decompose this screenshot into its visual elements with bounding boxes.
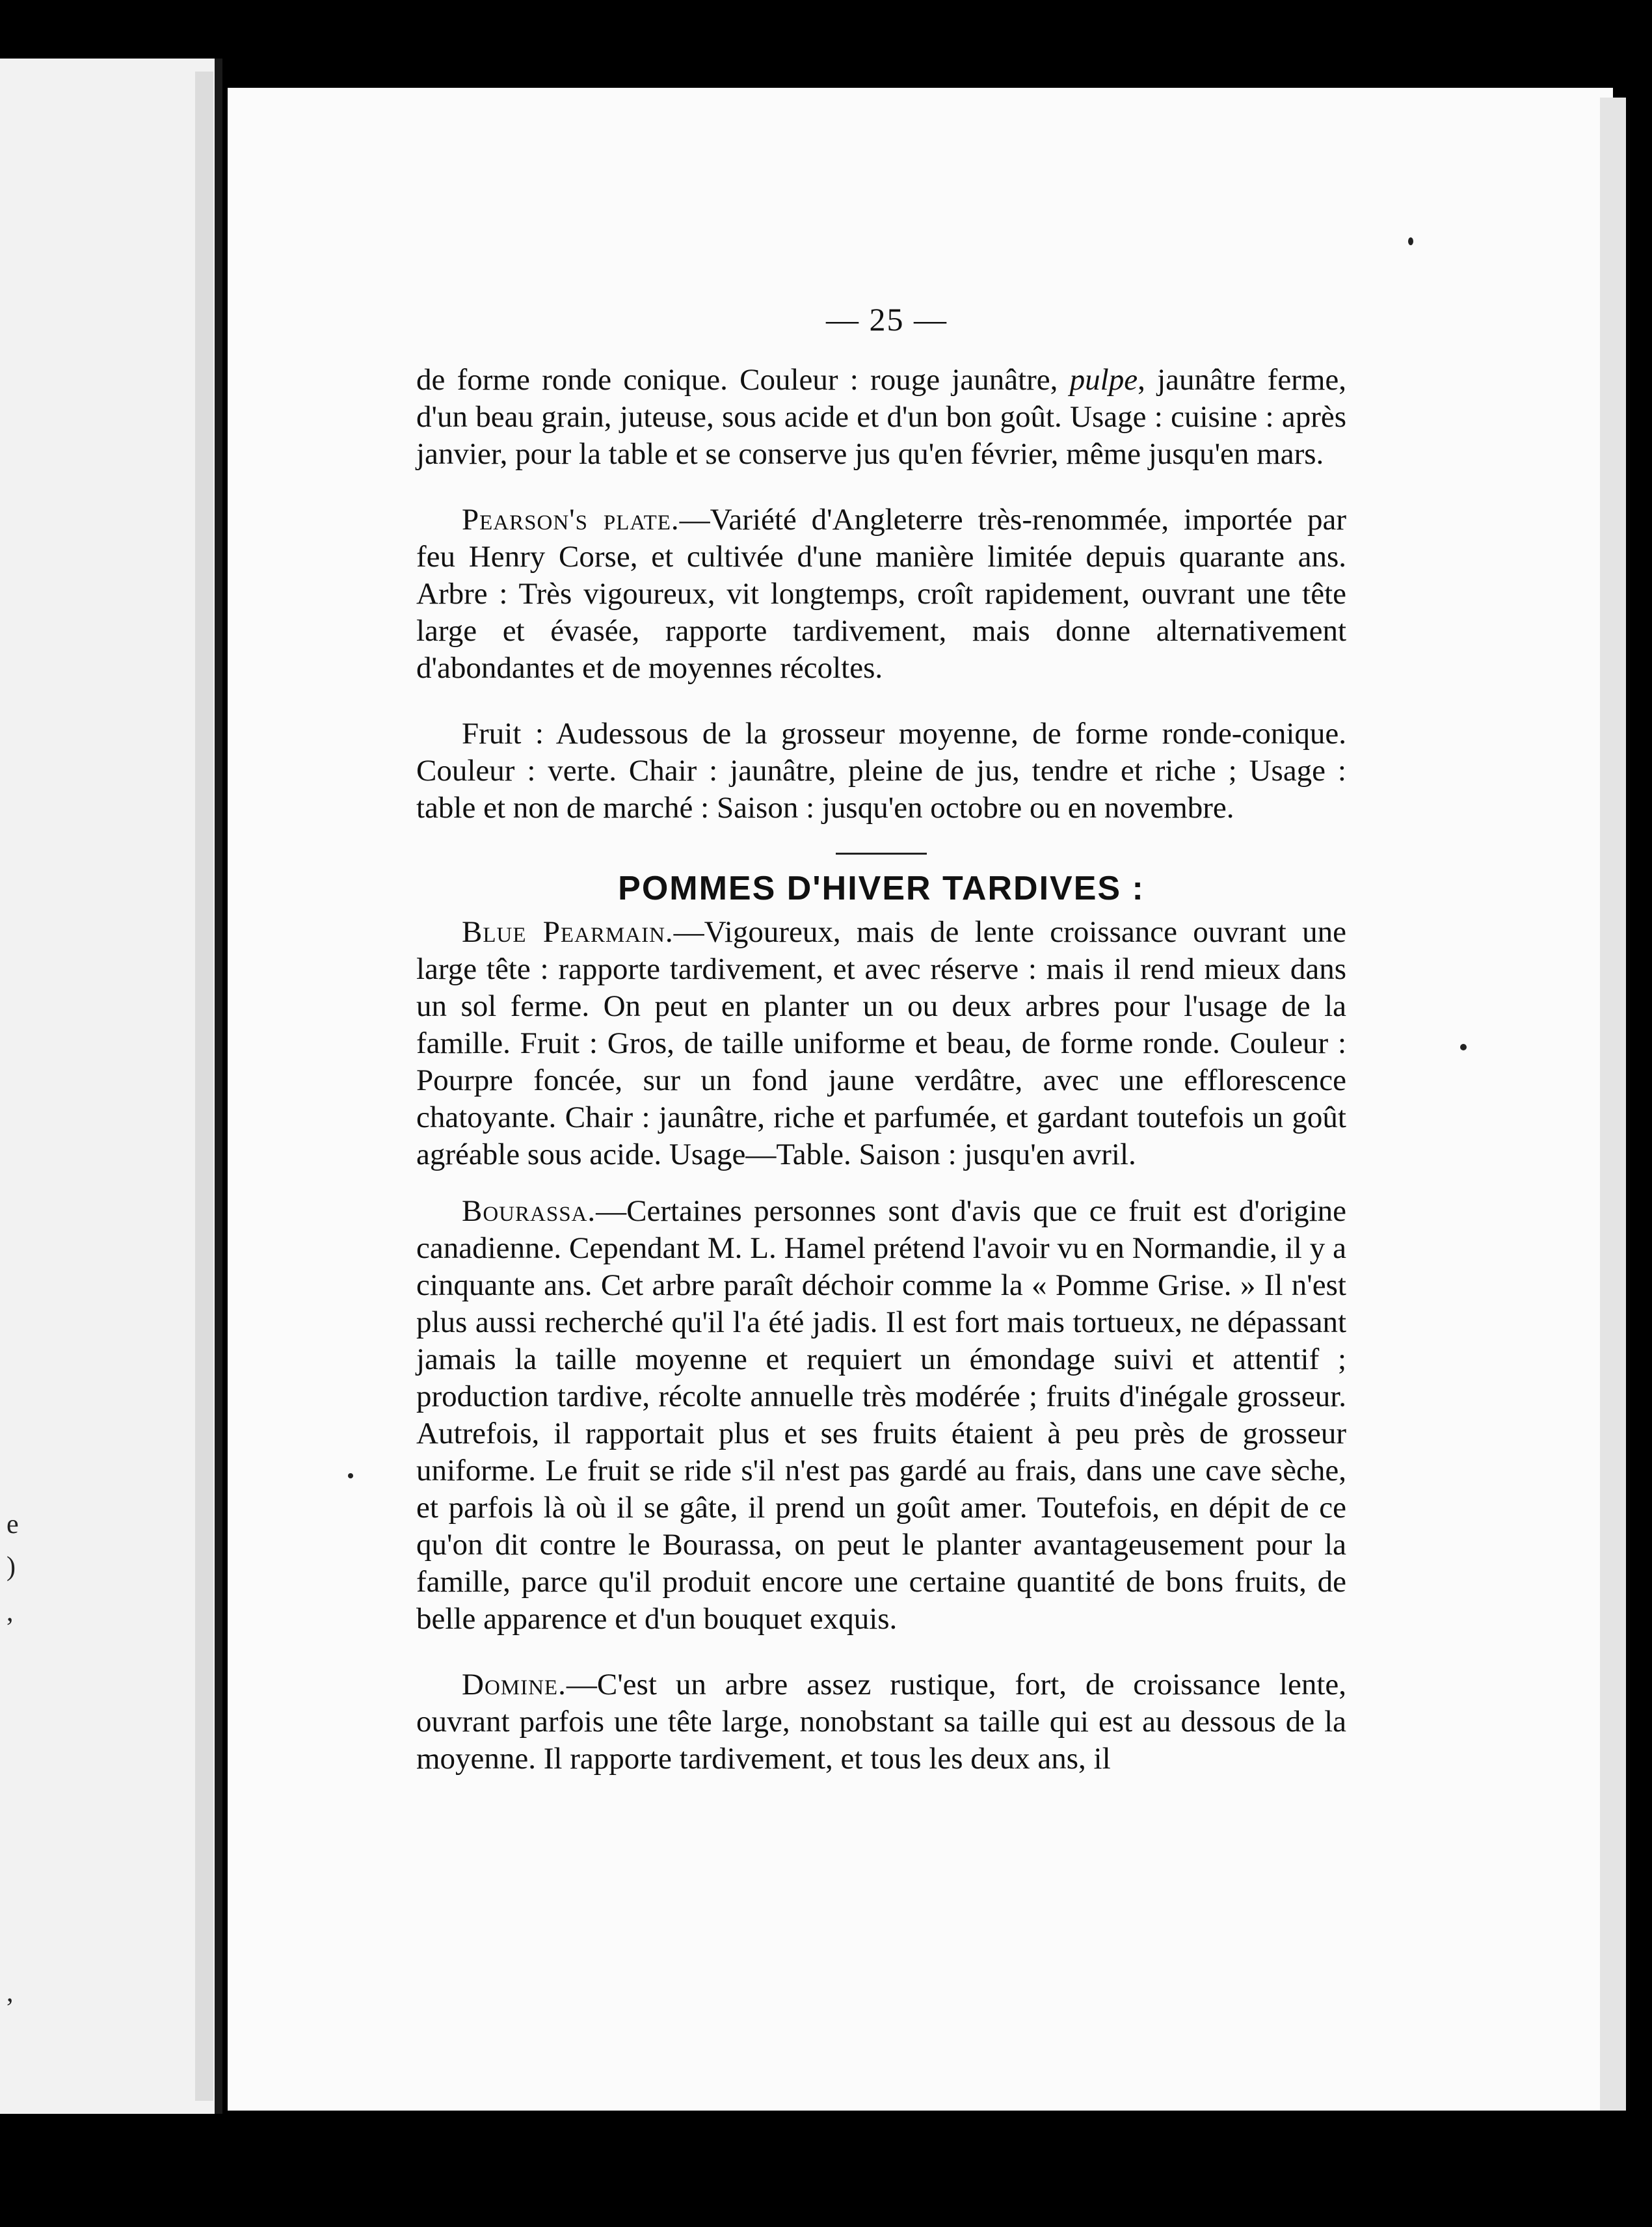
facing-page-mark: ) xyxy=(7,1552,16,1582)
facing-page-mark: , xyxy=(7,1597,14,1627)
paragraph-continuation: de forme ronde conique. Couleur : rouge jaunâtre, pulpe, jaunâtre ferme, d'un beau grain, juteuse, sous acide et d'un bon goût. Usage : cuisine : après janvier, pour la table et se conserve jus qu'en février, même jusqu'en mars. xyxy=(416,363,1346,471)
facing-page-edge xyxy=(195,72,213,2101)
facing-page xyxy=(0,59,215,2114)
variety-name: Blue Pearmain. xyxy=(462,915,674,949)
specks xyxy=(1460,1044,1467,1050)
variety-name: Domine. xyxy=(462,1668,566,1701)
section-heading: POMMES D'HIVER TARDIVES : xyxy=(618,870,1145,907)
paragraph-domine: Domine.—C'est un arbre assez rustique, fort, de croissance lente, ouvrant parfois une tête large, nonobstant sa taille qui est au dessous de la moyenne. Il rapporte tardivement, et tous les deux ans, il xyxy=(416,1668,1346,1776)
specks xyxy=(1408,237,1413,245)
facing-page-mark: e xyxy=(7,1510,19,1540)
binding-gutter xyxy=(215,59,222,2114)
variety-name: Bourassa. xyxy=(462,1194,596,1228)
page-number: — 25 — xyxy=(826,301,948,338)
section-divider xyxy=(836,853,927,855)
paragraph-pearsons-plate: Pearson's plate.—Variété d'Angleterre très-renommée, importée par feu Henry Corse, et cultivée d'une manière limitée depuis quarante ans. Arbre : Très vigoureux, vit longtemps, croît rapidement, ouvrant une tête large et évasée, rapporte tardivement, mais donne alternativement d'abondantes et de moyennes récoltes. xyxy=(416,503,1346,685)
paragraph-fruit: Fruit : Audessous de la grosseur moyenne, de forme ronde-conique. Couleur : verte. Chair : jaunâtre, pleine de jus, tendre et riche ; Usage : table et non de marché : Saison : jusqu'en octobre ou en novembre. xyxy=(416,717,1346,825)
variety-name: Pearson's plate. xyxy=(462,503,680,537)
page-edge xyxy=(1600,98,1626,2111)
facing-page-mark: , xyxy=(7,1978,14,2008)
paragraph-blue-pearmain: Blue Pearmain.—Vigoureux, mais de lente croissance ouvrant une large tête : rapporte tardivement, et avec réserve : mais il rend mieux dans un sol ferme. On peut en planter un ou deux arbres pour l'usage de la famille. Fruit : Gros, de taille uniforme et beau, de forme ronde. Couleur : Pourpre foncée, sur un fond jaune verdâtre, avec une efflorescence chatoyante. Chair : jaunâtre, riche et parfumée, et gardant toutefois un goût agréable sous acide. Usage—Table. Saison : jusqu'en avril. xyxy=(416,915,1346,1171)
paragraph-bourassa: Bourassa.—Certaines personnes sont d'avis que ce fruit est d'origine canadienne. Cependant M. L. Hamel prétend l'avoir vu en Normandie, il y a cinquante ans. Cet arbre paraît déchoir comme la « Pomme Grise. » Il n'est plus aussi recherché qu'il l'a été jadis. Il est fort mais tortueux, ne dépassant jamais la taille moyenne et requiert un émondage suivi et attentif ; production tardive, récolte annuelle très modérée ; fruits d'inégale grosseur. Autrefois, il rapportait plus et ses fruits étaient à peu près de grosseur uniforme. Le fruit se ride s'il n'est pas gardé au frais, dans une cave sèche, et parfois là où il se gâte, il prend un goût amer. Toutefois, en dépit de ce qu'on dit contre le Bourassa, on peut le planter avantageusement pour la famille, parce qu'il produit encore une certaine quantité de bons fruits, de belle apparence et d'un bouquet exquis. xyxy=(416,1194,1346,1636)
page-body xyxy=(416,362,1346,1778)
specks xyxy=(348,1473,353,1478)
